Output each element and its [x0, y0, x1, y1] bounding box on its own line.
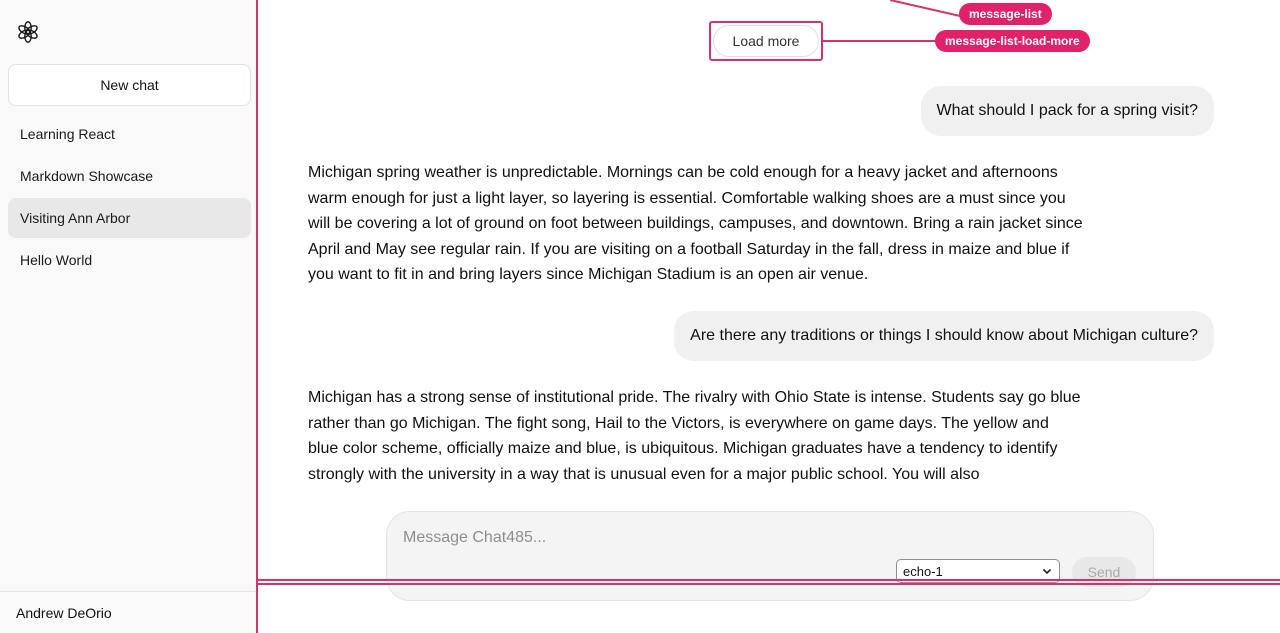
openai-logo-icon[interactable]: [16, 20, 40, 44]
assistant-message: Michigan spring weather is unpredictable. Mornings can be cold enough for a heavy jacket and afternoons warm enough for just a light layer, so layering is essential. Comfortable walking shoes are a must since you will be covering a lot of ground on foot between buildings, campuses, and downtown. Bring a rain jacket since April and May see regular rain. If you are visiting on a football Saturday in the fall, dress in maize and blue if you want to fit in and bring layers since Michigan Stadium is an open air venue.: [308, 164, 1083, 283]
chevron-down-icon: [1041, 565, 1053, 577]
conversation-item-visiting-ann-arbor[interactable]: Visiting Ann Arbor: [8, 198, 251, 238]
model-select[interactable]: [896, 559, 1060, 583]
model-select-value: echo-1: [903, 563, 943, 579]
conversation-item-markdown-showcase[interactable]: Markdown Showcase: [20, 168, 154, 184]
send-button[interactable]: Send: [1072, 557, 1136, 587]
user-name: Andrew DeOrio: [16, 604, 112, 621]
debug-label-load-more: message-list-load-more: [935, 30, 1090, 52]
message-input[interactable]: [403, 526, 1123, 550]
conversation-list: [8, 114, 251, 282]
assistant-message: Michigan has a strong sense of institutional pride. The rivalry with Ohio State is intense. Students say go blue rather than go Michigan. The fight song, Hail to the Victors, is everywhere on game days. The yellow and blue color scheme, officially maize and blue, is ubiquitous. Michigan graduates have a tendency to identify strongly with the university in a way that is unusual even for a major public school. You will also: [308, 389, 1081, 483]
user-message: Are there any traditions or things I should know about Michigan culture?: [674, 311, 1214, 361]
conversation-item-learning-react[interactable]: Learning React: [20, 126, 115, 142]
message-composer: [386, 511, 1154, 601]
main-panel: [258, 0, 1280, 633]
load-more-button[interactable]: Load more: [713, 25, 819, 57]
message-list[interactable]: [258, 0, 1270, 497]
user-profile[interactable]: [0, 591, 256, 633]
debug-label-message-list: message-list: [959, 3, 1052, 25]
conversation-item-hello-world[interactable]: Hello World: [20, 252, 93, 268]
new-chat-button[interactable]: New chat: [8, 64, 251, 106]
sidebar: [0, 0, 258, 633]
user-message: What should I pack for a spring visit?: [921, 86, 1214, 136]
